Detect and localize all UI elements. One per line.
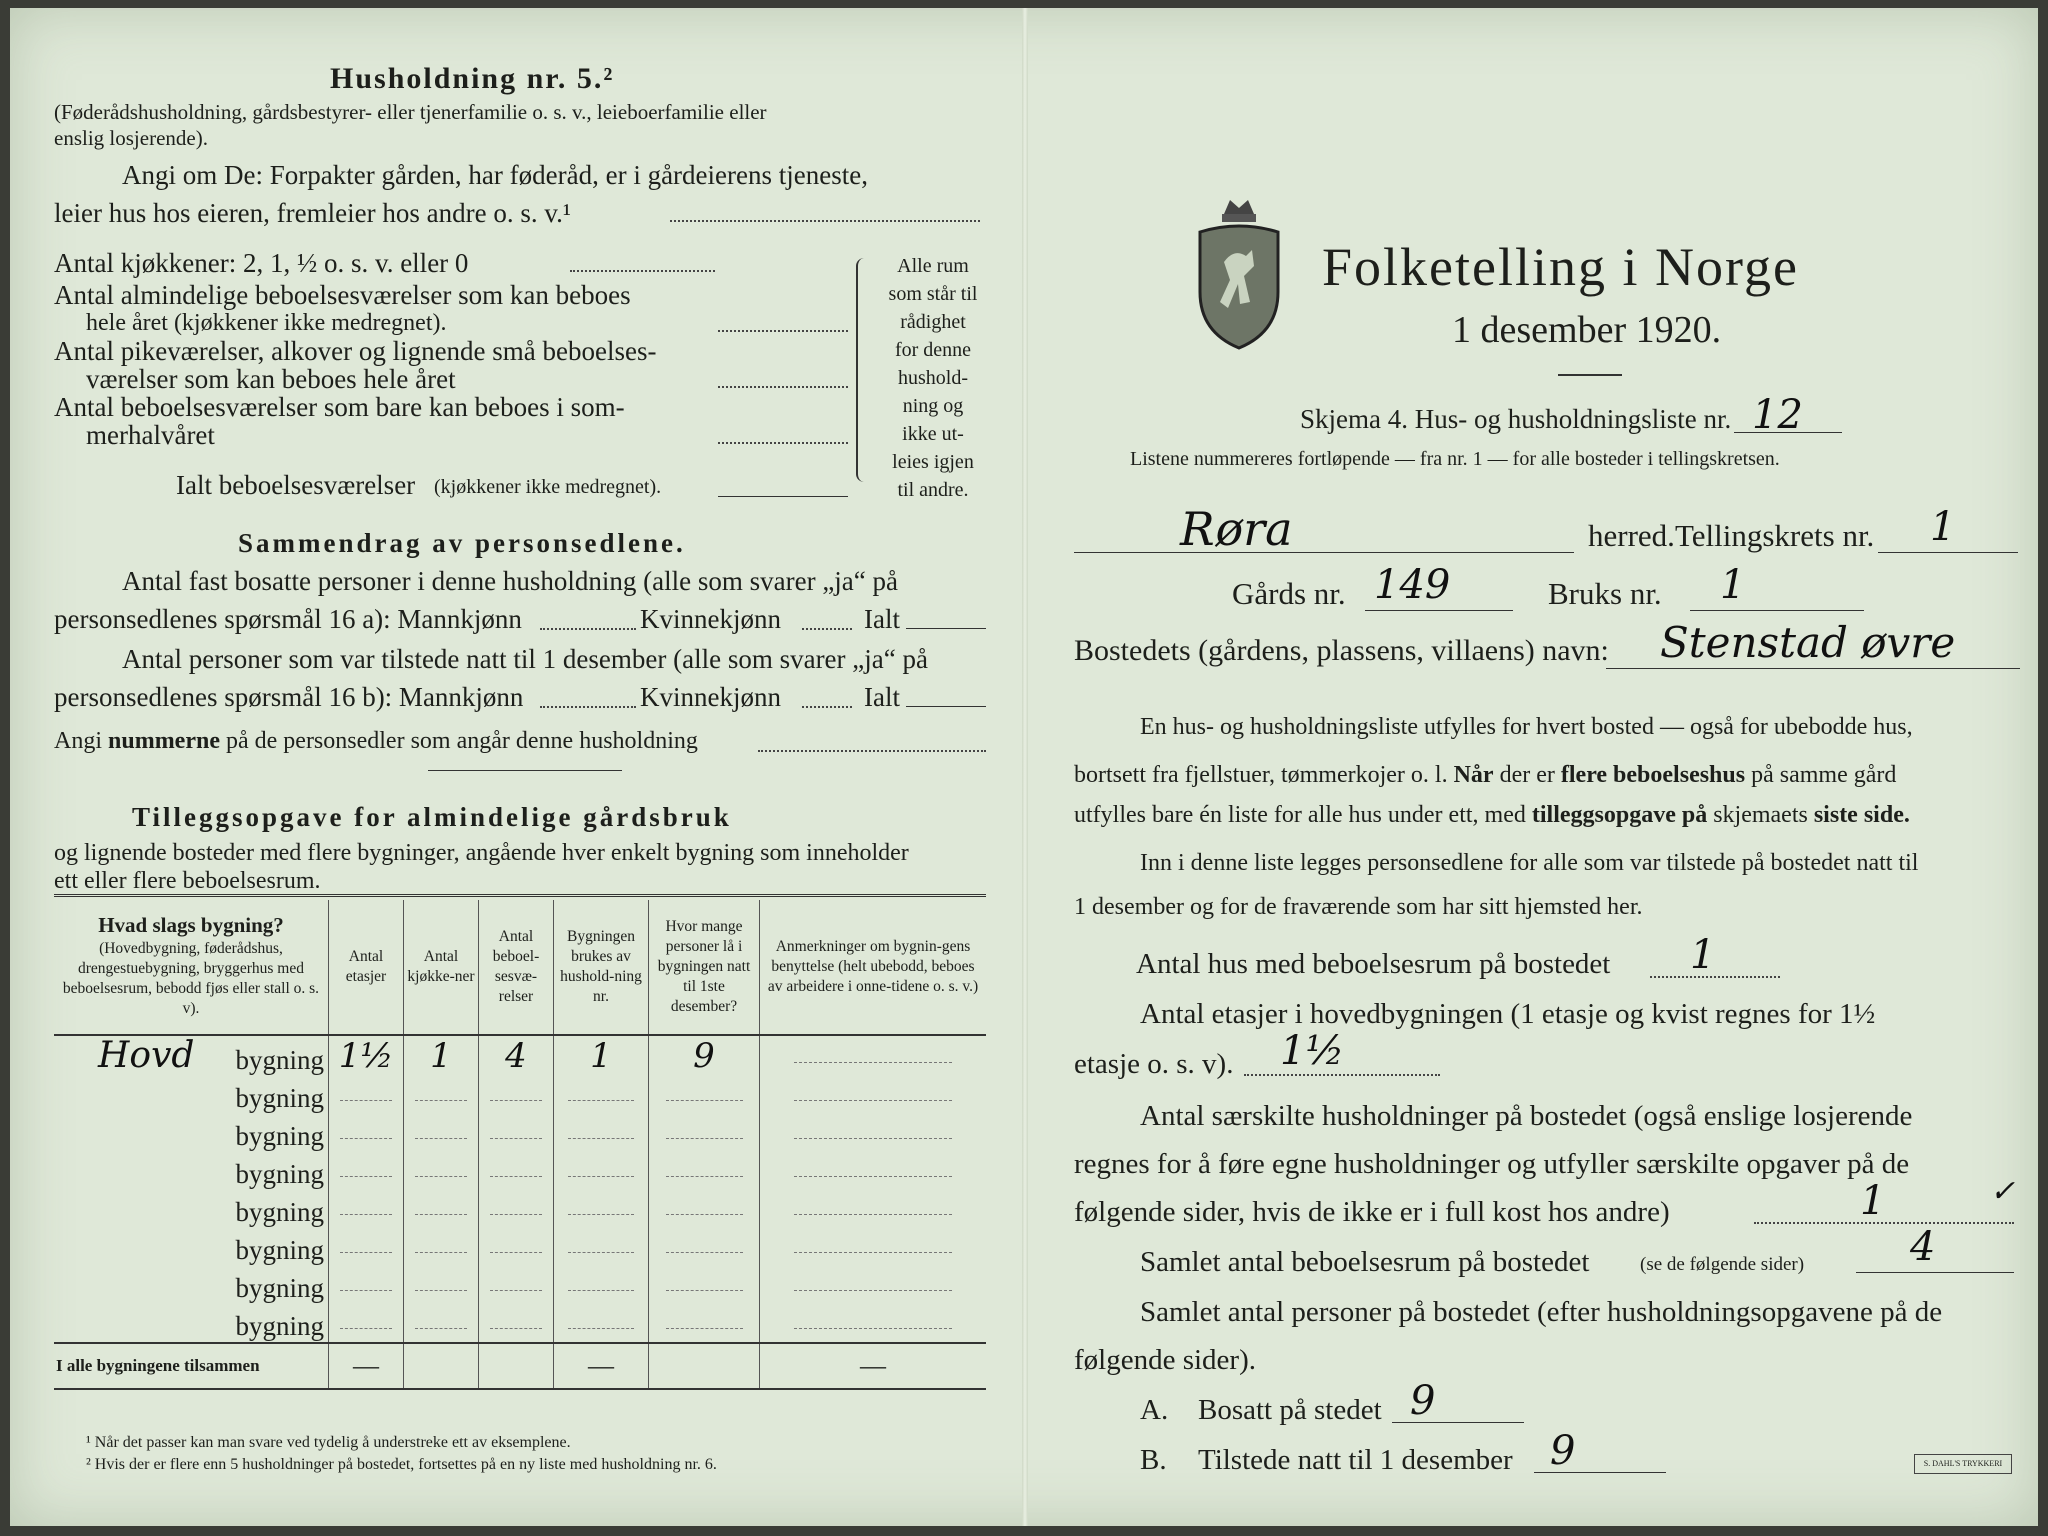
tellingskrets-value: 1 — [1930, 504, 1956, 550]
total-resident-line[interactable] — [906, 628, 986, 629]
q-etasjer-value: 1½ — [1280, 1028, 1345, 1074]
angi-answer-line[interactable] — [670, 220, 980, 222]
female-label: Kvinnekjønn — [640, 604, 781, 634]
angi-nummer: Angi nummerne på de personsedler som angår denne husholdning — [54, 728, 698, 754]
footnote-2: ² Hvis der er flere enn 5 husholdninger på bostedet, fortsettes på en ny liste med husholdning nr. 6. — [86, 1456, 717, 1473]
table-row[interactable] — [54, 1152, 986, 1190]
summary-title: Sammendrag av personsedlene. — [238, 528, 686, 558]
table-total-row — [54, 1343, 986, 1389]
instruction-4: Inn i denne liste legges personsedlene for alle som var tilstede på bostedet natt til — [1140, 850, 1919, 876]
total-label-2: Ialt — [864, 682, 900, 712]
b-text: Tilstede natt til 1 desember — [1198, 1444, 1513, 1476]
bruks-line[interactable] — [1690, 610, 1864, 611]
coat-of-arms-icon — [1194, 192, 1284, 352]
q-pers-label: Samlet antal personer på bostedet (efter husholdningsopgavene på de — [1140, 1296, 1943, 1328]
household-title: Husholdning nr. 5.² — [330, 62, 615, 95]
rooms-label: Antal almindelige beboelsesværelser som kan beboes — [54, 280, 631, 310]
main-title: Folketelling i Norge — [1322, 237, 1799, 297]
female-present-line[interactable] — [802, 706, 852, 708]
tillegg-text: og lignende bosteder med flere bygninger, angående hver enkelt bygning som inneholder — [54, 840, 909, 866]
angi-text-2: leier hus hos eieren, fremleier hos andre o. s. v.¹ — [54, 198, 571, 228]
table-row[interactable] — [54, 1228, 986, 1266]
q-rum-label: Samlet antal beboelsesrum på bostedet — [1140, 1246, 1590, 1278]
floors-value: 1½ — [338, 1036, 394, 1076]
building-type-cell[interactable]: bygning — [235, 1083, 324, 1113]
gards-value: 149 — [1374, 562, 1451, 608]
table-row[interactable] — [54, 1266, 986, 1304]
q-etasjer-label-2: etasje o. s. v). — [1074, 1048, 1234, 1080]
q-etasjer-label: Antal etasjer i hovedbygningen (1 etasje og kvist regnes for 1½ — [1140, 998, 1876, 1030]
household-value: 1 — [590, 1036, 612, 1076]
tillegg-text-2: ett eller flere beboelsesrum. — [54, 868, 321, 894]
summer-rooms-label: Antal beboelsesværelser som bare kan beboes i som- — [54, 392, 625, 422]
maid-rooms-line[interactable] — [718, 386, 848, 388]
section-divider — [428, 770, 622, 771]
table-cell[interactable] — [760, 1035, 987, 1076]
rooms-label-2: hele året (kjøkkener ikke medregnet). — [86, 310, 447, 336]
col-building-type: Hvad slags bygning? (Hovedbygning, føderådshus, drengestuebygning, bryggerhus med beboelsesrum, bebodd fjøs eller stall o. s. v). — [62, 913, 320, 1017]
q-rum-value: 4 — [1910, 1224, 1936, 1270]
total-dash: — — [760, 1343, 987, 1389]
summer-rooms-line[interactable] — [718, 442, 848, 444]
summer-rooms-label-2: merhalvåret — [86, 420, 215, 450]
bruks-value: 1 — [1720, 562, 1746, 608]
census-sheet — [10, 8, 2038, 1526]
col-remarks: Anmerkninger om bygnin-gens benyttelse (helt ubebodd, beboes av arbeidere i onne-tidene o. s. v.) — [760, 900, 987, 1035]
right-page — [1030, 8, 2038, 1526]
table-cell[interactable] — [649, 1035, 760, 1076]
row-suffix: bygning — [235, 1045, 324, 1075]
building-type-cell[interactable]: bygning — [235, 1235, 324, 1265]
table-row[interactable] — [54, 1035, 986, 1076]
summary-line-1: Antal fast bosatte personer i denne husholdning (alle som svarer „ja“ på — [122, 566, 898, 596]
col-rooms: Antal beboel-sesvæ-relser — [479, 900, 554, 1035]
table-cell[interactable] — [554, 1035, 649, 1076]
herred-label: herred. — [1588, 518, 1675, 553]
building-type-cell[interactable]: bygning — [235, 1121, 324, 1151]
male-resident-line[interactable] — [540, 628, 636, 630]
left-page — [10, 8, 1020, 1526]
tellingskrets-line[interactable] — [1878, 552, 2018, 553]
instruction-3: utfylles bare én liste for alle hus under ett, med tilleggsopgave på skjemaets siste side. — [1074, 802, 1910, 828]
checkmark: ✓ — [1990, 1174, 2016, 1209]
b-value: 9 — [1550, 1428, 1576, 1474]
building-type-cell[interactable]: bygning — [235, 1159, 324, 1189]
col-household: Bygningen brukes av hushold-ning nr. — [554, 900, 649, 1035]
bosted-value: Stenstad øvre — [1660, 618, 1956, 667]
q-hush-label: Antal særskilte husholdninger på bostedet (også enslige losjerende — [1140, 1100, 1913, 1132]
table-cell[interactable] — [404, 1035, 479, 1076]
q-rum-note: (se de følgende sider) — [1640, 1254, 1805, 1275]
maid-rooms-label: Antal pikeværelser, alkover og lignende små beboelses- — [54, 336, 657, 366]
table-row[interactable] — [54, 1114, 986, 1152]
rooms-value: 4 — [505, 1036, 527, 1076]
gards-label: Gårds nr. — [1232, 576, 1346, 611]
table-row[interactable] — [54, 1076, 986, 1114]
side-note: Alle rum som står til rådighet for denne hushold- ning og ikke ut- leies igjen til andre. — [888, 255, 978, 501]
total-present-line[interactable] — [906, 706, 986, 707]
total-dash: — — [329, 1343, 404, 1389]
summary-line-2b: personsedlenes spørsmål 16 b): Mannkjønn — [54, 682, 524, 712]
instruction-2: bortsett fra fjellstuer, tømmerkojer o. l. Når der er flere beboelseshus på samme gård — [1074, 762, 1897, 788]
male-present-line[interactable] — [540, 706, 636, 708]
tillegg-title: Tilleggsopgave for almindelige gårdsbruk — [132, 802, 732, 832]
q-rum-line[interactable] — [1856, 1272, 2014, 1273]
kitchens-line[interactable] — [570, 270, 715, 272]
building-type-cell[interactable]: bygning — [235, 1197, 324, 1227]
instruction-5: 1 desember og for de fraværende som har sitt hjemsted her. — [1074, 894, 1643, 920]
persons-value: 9 — [693, 1036, 715, 1076]
title-rule — [1558, 374, 1622, 376]
table-row[interactable] — [54, 1304, 986, 1343]
bosted-label: Bostedets (gårdens, plassens, villaens) navn: — [1074, 634, 1609, 667]
total-rooms-note: (kjøkkener ikke medregnet). — [434, 476, 662, 498]
side-brace — [856, 258, 870, 482]
total-rooms-label: Ialt beboelsesværelser — [176, 470, 416, 500]
angi-text: Angi om De: Forpakter gården, har føderåd, er i gårdeierens tjeneste, — [122, 160, 868, 190]
printer-stamp: S. DAHL'S TRYKKERI — [1914, 1454, 2012, 1474]
total-dash: — — [554, 1343, 649, 1389]
a-label: A. — [1140, 1394, 1169, 1426]
household-subtitle-2: enslig losjerende). — [54, 126, 208, 150]
table-row[interactable] — [54, 1190, 986, 1228]
gards-line[interactable] — [1365, 610, 1513, 611]
total-rooms-line[interactable] — [718, 496, 848, 497]
herred-value: Røra — [1180, 502, 1293, 556]
female-resident-line[interactable] — [802, 628, 852, 630]
q-etasjer-line[interactable] — [1244, 1074, 1440, 1076]
a-value: 9 — [1410, 1378, 1436, 1424]
instruction-1: En hus- og husholdningsliste utfylles for hvert bosted — også for ubebodde hus, — [1140, 714, 1913, 740]
census-date: 1 desember 1920. — [1452, 309, 1722, 351]
buildings-table — [54, 900, 986, 1390]
q-hus-value: 1 — [1690, 932, 1716, 978]
table-cell[interactable] — [329, 1035, 404, 1076]
bosted-line[interactable] — [1606, 668, 2020, 669]
tellingskrets-label: Tellingskrets nr. — [1675, 518, 1875, 553]
table-top-rule — [54, 894, 986, 897]
q-hush-label-2: regnes for å føre egne husholdninger og utfyller særskilte opgaver på de — [1074, 1148, 1910, 1180]
building-type-cell[interactable]: bygning — [235, 1311, 324, 1341]
q-hush-label-3: følgende sider, hvis de ikke er i full kost hos andre) — [1074, 1196, 1670, 1228]
q-hush-value: 1 — [1860, 1178, 1886, 1224]
skjema-number: 12 — [1752, 392, 1803, 438]
q-hus-label: Antal hus med beboelsesrum på bostedet — [1136, 948, 1611, 980]
herred-line[interactable] — [1074, 552, 1574, 553]
kitchens-label: Antal kjøkkener: 2, 1, ½ o. s. v. eller 0 — [54, 248, 469, 278]
b-label: B. — [1140, 1444, 1167, 1476]
summary-line-1b: personsedlenes spørsmål 16 a): Mannkjønn — [54, 604, 522, 634]
skjema-label: Skjema 4. Hus- og husholdningsliste nr. — [1300, 404, 1732, 434]
listene-note: Listene nummereres fortløpende — fra nr. 1 — for alle bosteder i tellingskretsen. — [1130, 448, 1780, 470]
kitchens-value: 1 — [430, 1036, 452, 1076]
col-persons: Hvor mange personer lå i bygningen natt til 1ste desember? — [649, 900, 760, 1035]
total-row-label: I alle bygningene tilsammen — [56, 1356, 260, 1375]
a-text: Bosatt på stedet — [1198, 1394, 1382, 1426]
col-floors: Antal etasjer — [329, 900, 404, 1035]
col-kitchens: Antal kjøkke-ner — [404, 900, 479, 1035]
household-subtitle: (Føderådshusholdning, gårdsbestyrer- eller tjenerfamilie o. s. v., leieboerfamilie eller — [54, 100, 767, 124]
table-cell[interactable] — [479, 1035, 554, 1076]
maid-rooms-label-2: værelser som kan beboes hele året — [86, 364, 456, 394]
building-type-value: Hovd — [98, 1035, 195, 1076]
footnote-1: ¹ Når det passer kan man svare ved tydelig å understreke ett av eksemplene. — [86, 1434, 571, 1451]
total-label: Ialt — [864, 604, 900, 634]
building-type-cell[interactable] — [54, 1035, 329, 1076]
rooms-line[interactable] — [718, 330, 848, 332]
female-label-2: Kvinnekjønn — [640, 682, 781, 712]
angi-nummer-line[interactable] — [758, 750, 986, 752]
q-pers-label-2: følgende sider). — [1074, 1344, 1256, 1376]
bruks-label: Bruks nr. — [1548, 576, 1662, 611]
summary-line-2: Antal personer som var tilstede natt til 1 desember (alle som svarer „ja“ på — [122, 644, 928, 674]
building-type-cell[interactable]: bygning — [235, 1273, 324, 1303]
page-fold — [1022, 8, 1028, 1526]
